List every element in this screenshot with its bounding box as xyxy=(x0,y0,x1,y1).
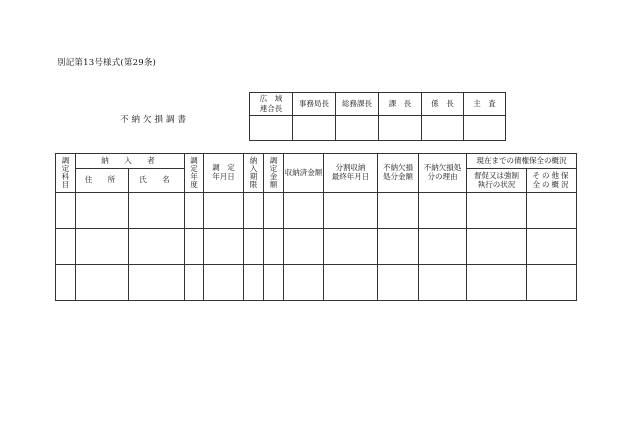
table-cell[interactable] xyxy=(527,229,577,265)
table-cell[interactable] xyxy=(76,229,129,265)
approval-label-section-chief: 課 長 xyxy=(379,93,422,116)
col-header-fiscal-year: 調定年度 xyxy=(185,154,204,193)
col-header-other-protection: その他保 全の概況 xyxy=(527,169,577,193)
table-cell[interactable] xyxy=(284,265,324,301)
table-cell[interactable] xyxy=(284,229,324,265)
approval-stamp-cell[interactable] xyxy=(464,116,506,141)
table-cell[interactable] xyxy=(204,265,244,301)
table-cell[interactable] xyxy=(204,229,244,265)
col-header-received: 収納済金額 xyxy=(284,154,324,193)
table-cell[interactable] xyxy=(204,193,244,229)
table-cell[interactable] xyxy=(185,193,204,229)
approval-stamp-cell[interactable] xyxy=(379,116,422,141)
table-cell[interactable] xyxy=(244,265,264,301)
col-header-deadline: 納入期限 xyxy=(244,154,264,193)
approval-label-director: 広 域 連合長 xyxy=(250,93,293,116)
form-number-label: 別記第13号様式(第29条) xyxy=(57,58,157,68)
table-cell[interactable] xyxy=(264,193,284,229)
table-cell[interactable] xyxy=(467,265,527,301)
table-cell[interactable] xyxy=(324,193,378,229)
table-cell[interactable] xyxy=(185,229,204,265)
col-header-status-group: 現在までの債権保全の概況 xyxy=(467,154,577,169)
table-cell[interactable] xyxy=(419,229,467,265)
approval-stamp-cell[interactable] xyxy=(250,116,293,141)
col-header-enforcement: 督促又は強制 執行の状況 xyxy=(467,169,527,193)
approval-stamp-table xyxy=(249,92,506,141)
table-cell[interactable] xyxy=(56,229,76,265)
table-cell[interactable] xyxy=(419,193,467,229)
document-title: 不納欠損調書 xyxy=(120,115,190,125)
table-cell[interactable] xyxy=(467,229,527,265)
col-header-installment: 分割収納 最終年月日 xyxy=(324,154,378,193)
approval-label-inspector: 主 査 xyxy=(464,93,506,116)
col-header-subject: 調定科目 xyxy=(56,154,76,193)
loss-record-table xyxy=(55,153,577,301)
approval-label-general-affairs-chief: 総務課長 xyxy=(336,93,379,116)
col-header-loss-amount: 不納欠損 処分金額 xyxy=(378,154,419,193)
table-row xyxy=(56,229,577,265)
table-cell[interactable] xyxy=(129,265,185,301)
col-header-name: 氏 名 xyxy=(129,169,185,193)
table-cell[interactable] xyxy=(185,265,204,301)
col-header-payer: 納 入 者 xyxy=(76,154,185,169)
table-cell[interactable] xyxy=(467,193,527,229)
table-cell[interactable] xyxy=(56,265,76,301)
col-header-assessment-date: 調 定 年月日 xyxy=(204,154,244,193)
approval-stamp-cell[interactable] xyxy=(422,116,464,141)
table-cell[interactable] xyxy=(264,229,284,265)
table-row xyxy=(56,265,577,301)
approval-label-unit-chief: 係 長 xyxy=(422,93,464,116)
table-cell[interactable] xyxy=(324,229,378,265)
table-cell[interactable] xyxy=(378,193,419,229)
col-header-amount: 調定金額 xyxy=(264,154,284,193)
table-cell[interactable] xyxy=(284,193,324,229)
table-cell[interactable] xyxy=(527,193,577,229)
col-header-address: 住 所 xyxy=(76,169,129,193)
table-cell[interactable] xyxy=(244,229,264,265)
table-cell[interactable] xyxy=(56,193,76,229)
table-cell[interactable] xyxy=(264,265,284,301)
approval-stamp-cell[interactable] xyxy=(336,116,379,141)
table-cell[interactable] xyxy=(527,265,577,301)
table-cell[interactable] xyxy=(419,265,467,301)
table-cell[interactable] xyxy=(76,193,129,229)
approval-stamp-cell[interactable] xyxy=(293,116,336,141)
col-header-loss-reason: 不納欠損処 分の理由 xyxy=(419,154,467,193)
table-cell[interactable] xyxy=(76,265,129,301)
table-cell[interactable] xyxy=(129,229,185,265)
table-row xyxy=(56,193,577,229)
approval-label-secretariat-chief: 事務局長 xyxy=(293,93,336,116)
table-cell[interactable] xyxy=(244,193,264,229)
table-cell[interactable] xyxy=(378,265,419,301)
table-cell[interactable] xyxy=(378,229,419,265)
table-cell[interactable] xyxy=(129,193,185,229)
table-cell[interactable] xyxy=(324,265,378,301)
